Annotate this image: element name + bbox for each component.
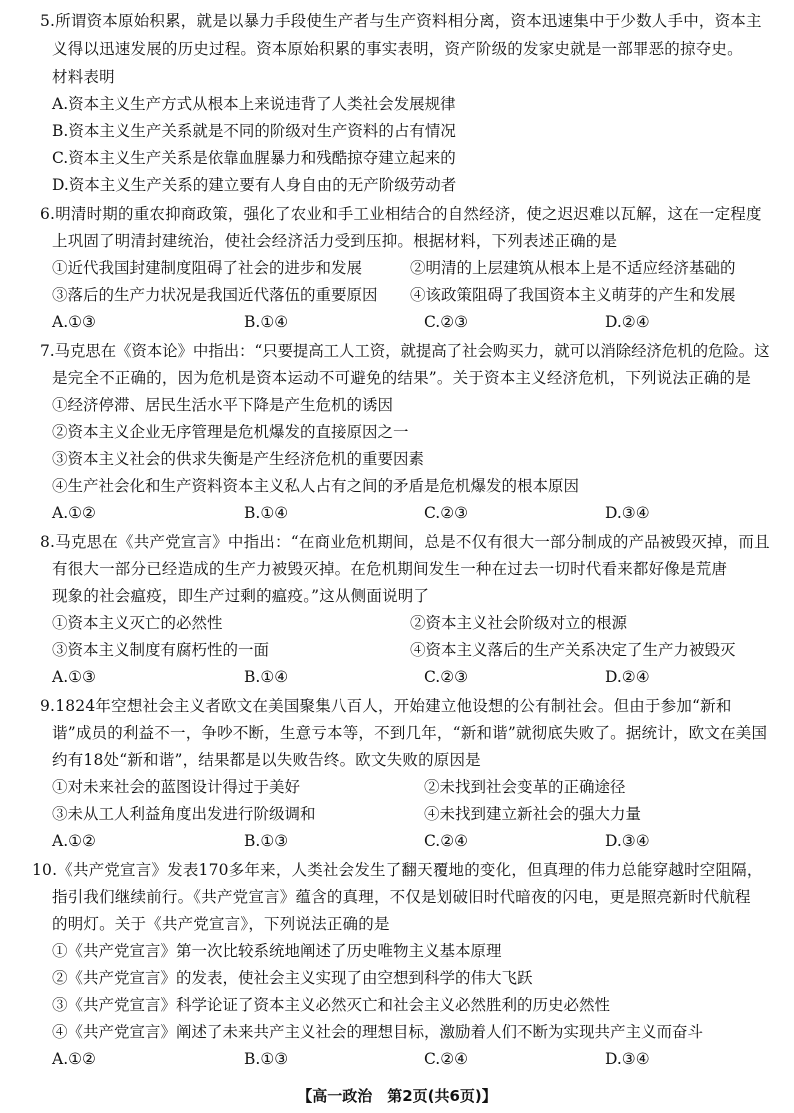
question-7-choice-b: B.①④ bbox=[244, 504, 289, 522]
question-9-choice-a: A.①② bbox=[52, 832, 96, 850]
question-7-item-2: ②资本主义企业无序管理是危机爆发的直接原因之一 bbox=[52, 423, 409, 441]
question-7-stem-line-2: 是完全不正确的，因为危机是资本运动不可避免的结果”。关于资本主义经济危机，下列说法正确的是 bbox=[52, 369, 751, 387]
question-6-choice-c: C.②③ bbox=[424, 313, 469, 331]
question-7-choice-d: D.③④ bbox=[605, 504, 650, 522]
question-6-item-3: ③落后的生产力状况是我国近代落伍的重要原因 bbox=[52, 286, 378, 304]
question-5-option-a: A.资本主义生产方式从根本上来说违背了人类社会发展规律 bbox=[52, 95, 456, 113]
question-5-option-d: D.资本主义生产关系的建立要有人身自由的无产阶级劳动者 bbox=[52, 176, 457, 194]
question-6-choice-d: D.②④ bbox=[605, 313, 650, 331]
question-8-choice-c: C.②③ bbox=[424, 668, 469, 686]
question-10-stem-line-3: 的明灯。关于《共产党宣言》，下列说法正确的是 bbox=[52, 915, 390, 933]
question-10-choice-b: B.①③ bbox=[244, 1050, 289, 1068]
question-10-choice-a: A.①② bbox=[52, 1050, 96, 1068]
question-7-choice-c: C.②③ bbox=[424, 504, 469, 522]
question-6-stem-line-2: 上巩固了明清封建统治，使社会经济活力受到压抑。根据材料，下列表述正确的是 bbox=[52, 232, 618, 250]
question-8-stem-line-3: 现象的社会瘟疫，即生产过剩的瘟疫。”这从侧面说明了 bbox=[52, 587, 430, 605]
question-10-stem-line-2: 指引我们继续前行。《共产党宣言》蕴含的真理，不仅是划破旧时代暗夜的闪电，更是照亮新时代航程 bbox=[52, 888, 751, 906]
question-9-stem-line-1: 9.1824年空想社会主义者欧文在美国聚集八百人，开始建立他设想的公有制社会。但由于参加“新和 bbox=[40, 697, 732, 715]
question-8-choice-d: D.②④ bbox=[605, 668, 650, 686]
question-5-stem-line-3: 材料表明 bbox=[52, 68, 115, 86]
question-10-item-2: ②《共产党宣言》的发表，使社会主义实现了由空想到科学的伟大飞跃 bbox=[52, 969, 533, 987]
question-7-item-4: ④生产社会化和生产资料资本主义私人占有之间的矛盾是危机爆发的根本原因 bbox=[52, 477, 580, 495]
page-footer: 【高一政治 第2页(共6页)】 bbox=[297, 1087, 497, 1105]
question-8-item-2: ②资本主义社会阶级对立的根源 bbox=[410, 614, 628, 632]
question-6-choice-b: B.①④ bbox=[244, 313, 289, 331]
question-9-stem-line-2: 谐”成员的利益不一，争吵不断，生意亏本等，不到几年，“新和谐”就彻底失败了。据统计，欧文在美国 bbox=[52, 724, 768, 742]
question-5-stem-line-1: 5.所谓资本原始积累，就是以暴力手段使生产者与生产资料相分离，资本迅速集中于少数人手中，资本主 bbox=[40, 12, 762, 30]
question-8-stem-line-2: 有很大一部分已经造成的生产力被毁灭掉。在危机期间发生一种在过去一切时代看来都好像是荒唐 bbox=[52, 560, 728, 578]
question-6-choice-a: A.①③ bbox=[52, 313, 96, 331]
question-8-stem-line-1: 8.马克思在《共产党宣言》中指出：“在商业危机期间，总是不仅有很大一部分制成的产品被毁灭掉，而且 bbox=[40, 533, 770, 551]
question-9-item-4: ④未找到建立新社会的强大力量 bbox=[424, 805, 642, 823]
question-10-item-1: ①《共产党宣言》第一次比较系统地阐述了历史唯物主义基本原理 bbox=[52, 942, 502, 960]
question-5-stem-line-2: 义得以迅速发展的历史过程。资本原始积累的事实表明，资产阶级的发家史就是一部罪恶的掠夺史。 bbox=[52, 40, 743, 58]
question-10-stem-line-1: 10.《共产党宣言》发表170多年来，人类社会发生了翻天覆地的变化，但真理的伟力总能穿越时空阻隔， bbox=[32, 861, 763, 879]
question-9-item-2: ②未找到社会变革的正确途径 bbox=[424, 778, 626, 796]
question-8-item-4: ④资本主义落后的生产关系决定了生产力被毁灭 bbox=[410, 641, 736, 659]
question-7-stem-line-1: 7.马克思在《资本论》中指出：“只要提高工人工资，就提高了社会购买力，就可以消除经济危机的危险。这 bbox=[40, 342, 770, 360]
question-9-choice-b: B.①③ bbox=[244, 832, 289, 850]
question-6-item-1: ①近代我国封建制度阻碍了社会的进步和发展 bbox=[52, 259, 363, 277]
question-6-item-4: ④该政策阻碍了我国资本主义萌芽的产生和发展 bbox=[410, 286, 736, 304]
question-8-item-3: ③资本主义制度有腐朽性的一面 bbox=[52, 641, 270, 659]
question-10-choice-c: C.②④ bbox=[424, 1050, 469, 1068]
question-7-item-1: ①经济停滞、居民生活水平下降是产生危机的诱因 bbox=[52, 396, 394, 414]
question-10-item-4: ④《共产党宣言》阐述了未来共产主义社会的理想目标，激励着人们不断为实现共产主义而奋斗 bbox=[52, 1023, 704, 1041]
question-5-option-c: C.资本主义生产关系是依靠血腥暴力和残酷掠夺建立起来的 bbox=[52, 149, 456, 167]
question-9-stem-line-3: 约有18处“新和谐”，结果都是以失败告终。欧文失败的原因是 bbox=[52, 751, 481, 769]
question-9-item-3: ③未从工人利益角度出发进行阶级调和 bbox=[52, 805, 316, 823]
question-6-item-2: ②明清的上层建筑从根本上是不适应经济基础的 bbox=[410, 259, 736, 277]
question-9-choice-d: D.③④ bbox=[605, 832, 650, 850]
question-9-choice-c: C.②④ bbox=[424, 832, 469, 850]
question-7-item-3: ③资本主义社会的供求失衡是产生经济危机的重要因素 bbox=[52, 450, 425, 468]
question-10-choice-d: D.③④ bbox=[605, 1050, 650, 1068]
question-9-item-1: ①对未来社会的蓝图设计得过于美好 bbox=[52, 778, 301, 796]
question-10-item-3: ③《共产党宣言》科学论证了资本主义必然灭亡和社会主义必然胜利的历史必然性 bbox=[52, 996, 611, 1014]
question-5-option-b: B.资本主义生产关系就是不同的阶级对生产资料的占有情况 bbox=[52, 122, 456, 140]
question-6-stem-line-1: 6.明清时期的重农抑商政策，强化了农业和手工业相结合的自然经济，使之迟迟难以瓦解，这在一定程度 bbox=[40, 205, 762, 223]
question-7-choice-a: A.①② bbox=[52, 504, 96, 522]
question-8-choice-a: A.①③ bbox=[52, 668, 96, 686]
question-8-choice-b: B.①④ bbox=[244, 668, 289, 686]
question-8-item-1: ①资本主义灭亡的必然性 bbox=[52, 614, 223, 632]
